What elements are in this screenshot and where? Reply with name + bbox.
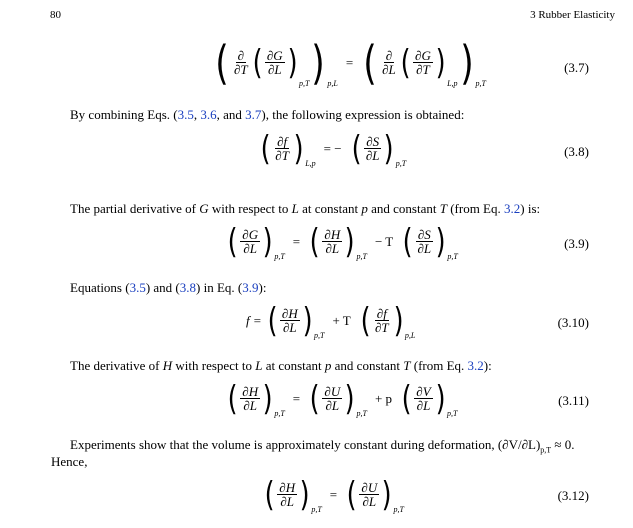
eq-link[interactable]: 3.7 (245, 107, 262, 122)
paragraph: Equations (3.5) and (3.8) in Eq. (3.9): (70, 280, 267, 295)
paragraph: Experiments show that the volume is approximately constant during deformation, $(\partial V/\partial L)_{p,T} \approx 0$. (70, 437, 575, 455)
page-number: 80 (50, 9, 61, 21)
equation-number: (3.12) (557, 488, 589, 503)
equation-3-9: ( $\frac{\partial G}{\partial L}$ ) p,T = ( $\frac{\partial H}{\partial L}$ ) p,T − T ( $\frac{\partial S}{\partial L}$ ) p,T (227, 222, 458, 262)
equation-3-7: ( $\frac{\partial}{\partial T}$ ( $\frac{\partial G}{\partial L}$ ) p,T ) p,L = ( $\frac{\partial}{\partial L}$ ( $\frac{\partial G}{\partial T}$ ) L,p ) p,T (215, 36, 486, 90)
eq-link[interactable]: 3.5 (129, 280, 146, 295)
eq-link[interactable]: 3.8 (179, 280, 197, 295)
equation-number: (3.9) (564, 236, 589, 251)
eq-link[interactable]: 3.6 (200, 107, 217, 122)
eq-link[interactable]: 3.2 (504, 201, 521, 216)
paragraph: Hence, (51, 454, 88, 469)
paragraph: The partial derivative of G with respect to L at constant p and constant T (from Eq. 3.2) is: (70, 201, 541, 216)
equation-3-11: ( $\frac{\partial H}{\partial L}$ ) p,T = ( $\frac{\partial U}{\partial L}$ ) p,T + p ( $\frac{\partial V}{\partial L}$ ) p,T (227, 379, 458, 419)
equation-3-8: ( $\frac{\partial f}{\partial T}$ ) L,p = − ( $\frac{\partial S}{\partial L}$ ) p,T (260, 129, 407, 169)
eq-link[interactable]: 3.9 (242, 280, 259, 295)
equation-number: (3.10) (557, 315, 589, 330)
equation-3-12: ( $\frac{\partial H}{\partial L}$ ) p,T = ( $\frac{\partial U}{\partial L}$ ) p,T (264, 475, 404, 515)
equation-3-10: f = ( $\frac{\partial H}{\partial L}$ ) p,T + T ( $\frac{\partial f}{\partial T}$ ) p,L (246, 301, 416, 341)
eq-link[interactable]: 3.2 (467, 358, 484, 373)
running-header: 3 Rubber Elasticity (530, 9, 615, 21)
paragraph: By combining Eqs. (3.5, 3.6, and 3.7), the following expression is obtained: (70, 107, 465, 122)
eq-link[interactable]: 3.5 (177, 107, 194, 122)
equation-number: (3.8) (564, 144, 589, 159)
paragraph: The derivative of H with respect to L at constant p and constant T (from Eq. 3.2): (70, 358, 492, 373)
equation-number: (3.7) (564, 60, 589, 75)
equation-number: (3.11) (558, 393, 589, 408)
